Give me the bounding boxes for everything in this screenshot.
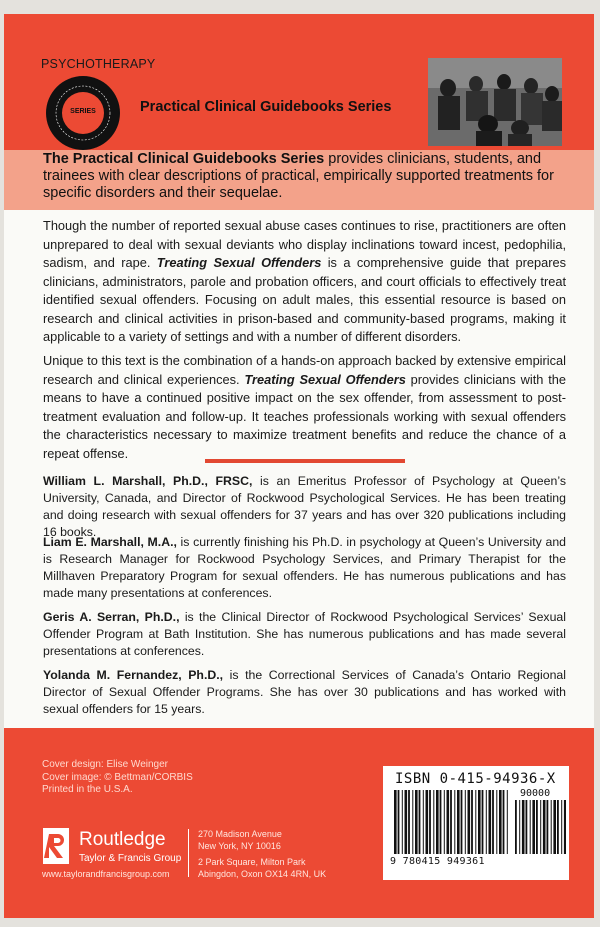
group-therapy-photo-icon <box>428 58 562 146</box>
series-seal-logo <box>46 76 120 150</box>
publisher-addresses <box>198 829 326 880</box>
p1-text-a: Though the number of reported sexual abuse cases continues to rise, practitioners are often unprepared to deal with sexual deviants who display inclinations toward incest, pedophilia, sadism, and rape. <box>43 218 566 270</box>
p2-book-title: Treating Sexual Offenders <box>244 371 406 387</box>
author-name: Yolanda M. Fernandez, Ph.D., <box>43 668 224 682</box>
ean-barcode-icon <box>393 790 511 854</box>
ean-digits: 9 780415 949361 <box>390 856 485 867</box>
p1-book-title: Treating Sexual Offenders <box>156 255 322 270</box>
series-description-rest: provides clinicians, students, and trainees with clear descriptions of practical, empirically supported treatments for specific disorders and their sequelae. <box>43 151 554 201</box>
author-bio-text: is an Emeritus Professor of Psychology at Queen’s University, Canada, and Director of Rockwood Psychological Services. He has been treating and doing research with sexual offenders for 37 years and has over 320 publications including 16 books. <box>43 474 566 539</box>
price-code: 90000 <box>520 788 551 799</box>
publisher-divider <box>188 829 189 877</box>
printed-in-label: Printed in the U.S.A. <box>42 784 133 795</box>
description-paragraph-2 <box>43 352 566 463</box>
author-name: William L. Marshall, Ph.D., FRSC, <box>43 474 253 488</box>
publisher-name: Routledge <box>79 829 166 850</box>
author-name: Liam E. Marshall, M.A., <box>43 535 177 549</box>
author-name: Geris A. Serran, Ph.D., <box>43 610 180 624</box>
address-line: 270 Madison Avenue <box>198 829 282 839</box>
p2-text-b: provides clinicians with the means to have a continued positive impact on the sex offender, from assessment to post-treatment evaluation and follow-up. It teaches professionals working with sexual offenders the characteristics necessary to maximize treatment benefits and reduce the chance of a repeat offense. <box>43 371 566 461</box>
author-bio-text: is currently finishing his Ph.D. in psychology at Queen’s University and is Research Manager for Rockwood Psychology Services, and Primary Therapist for the Millhaven Preparatory Program for sexual offenders. He has numerous publications and has made many presentations at conferences. <box>43 535 566 600</box>
series-description-lead: The Practical Clinical Guidebooks Series <box>43 151 325 167</box>
author-bio-text: is the Correctional Services of Canada’s Ontario Regional Director of Sexual Offender Programs. She has over 30 publications and has worked with sexual offenders for 15 years. <box>43 668 566 716</box>
publisher-website: www.taylorandfrancisgroup.com <box>42 869 170 879</box>
p2-text-a: Unique to this text is the combination of a hands-on approach backed by extensive empirical research and clinical experiences. <box>43 353 566 387</box>
address-line: 2 Park Square, Milton Park <box>198 857 306 867</box>
cover-photo <box>428 58 562 146</box>
category-label: PSYCHOTHERAPY <box>41 57 156 71</box>
p1-text-b: is a comprehensive guide that prepares clinicians, administrators, parole and probation officers, and court officials to effectively treat identified sexual offenders. Focusing on adult males, this essential resource is based on research and clinical activities in prison-based and community-based programs, making it applicable to a variety of settings and with a number of different disorders. <box>43 255 566 344</box>
routledge-logo-icon <box>43 828 69 864</box>
price-barcode-icon <box>514 800 566 854</box>
address-line: Abingdon, Oxon OX14 4RN, UK <box>198 868 327 879</box>
author-bio-text: is the Clinical Director of Rockwood Psychological Services’ Sexual Offender Program at Bath Institution. She has numerous publications and has made several presentations at conferences. <box>43 610 566 658</box>
author-bio <box>43 534 566 602</box>
series-title: Practical Clinical Guidebooks Series <box>140 99 392 115</box>
author-bio <box>43 667 566 718</box>
address-line: New York, NY 10016 <box>198 840 281 851</box>
author-bio <box>43 609 566 660</box>
seal-series-word: SERIES <box>70 108 96 115</box>
publisher-subtitle: Taylor & Francis Group <box>79 853 182 864</box>
cover-design-credit: Cover design: Elise Weinger <box>42 759 168 770</box>
description-paragraph-1 <box>43 217 566 347</box>
cover-image-credit: Cover image: © Bettman/CORBIS <box>42 771 193 783</box>
cover-credits <box>42 759 193 797</box>
isbn-label: ISBN 0-415-94936-X <box>395 771 556 787</box>
author-bio <box>43 473 566 541</box>
series-description <box>43 151 573 202</box>
section-divider <box>205 459 405 463</box>
